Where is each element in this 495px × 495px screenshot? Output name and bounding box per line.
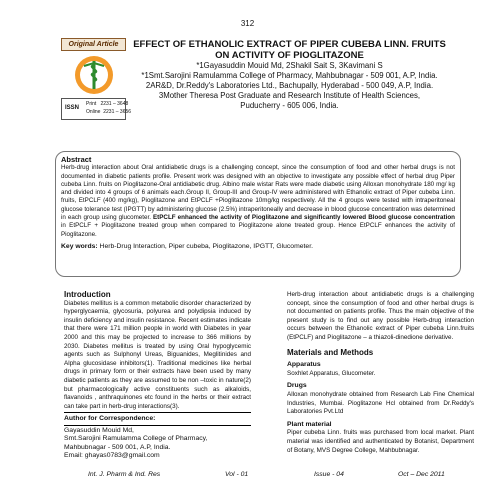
abstract-heading: Abstract xyxy=(61,155,92,164)
abstract-box xyxy=(55,151,461,277)
drugs-heading: Drugs xyxy=(287,382,307,390)
footer-issue: Issue - 04 xyxy=(314,471,344,478)
plant-text: Piper cubeba Linn. fruits was purchased from local market. Plant material was identified and authenticated by Botanist, Department of Botany, MVS Degree College, Mahbubnagar. xyxy=(287,429,474,454)
affiliation-1: *1Smt.Sarojini Ramulamma College of Pharmacy, Mahbubnagar - 509 001, A.P, India. xyxy=(141,71,438,80)
correspondence-heading: Author for Correspondence: xyxy=(64,415,156,423)
article-type-badge: Original Article xyxy=(61,38,126,51)
footer-journal: Int. J. Pharm & Ind. Res xyxy=(88,471,161,478)
right-column xyxy=(287,291,474,455)
correspondence-block xyxy=(64,415,251,461)
author-block xyxy=(132,61,447,111)
intro-heading: Introduction xyxy=(64,290,111,299)
methods-heading: Materials and Methods xyxy=(287,347,374,357)
abstract-text: Herb-drug interaction about Oral antidiabetic drugs is a challenging concept, since the consumption of food and other herbal drugs is not documented in diabetic patients profile. Present work was designed with an objective to investigate any possible effect of herbal drug Piper cubeba Linn. fruits on Pioglitazone-Oral antidiabetic drug. Albino male wistar Rats were made diabetic using Alloxan monohydrate 180 mg/ kg and divided into 4 groups of 6 animals each.Group II, Group-III and Group-IV were administered with Ethanolic extract of Piper cubeba Linn. fruits, EtPCLF (400 mg/kg), Pioglitazone and EtPCLF +Pioglitazone 10mg/kg respectively. All the 4 groups were tested with intraperitoneal glucose tolerance test (IPGTT) by administering glucose (2.5%) intraperitoneally and decrease in blood glucose concentration was determined in each group using glucometer. EtPCLF enhanced the activity of Pioglitazone and significantly lowered Blood glucose concentration in EtPCLF + Pioglitazone treated group when compared to Pioglitazone alone treated group. Hence EtPCLF enhances the activity of Pioglitazone. xyxy=(61,164,455,238)
issn-print-value: 2231 – 3648 xyxy=(100,101,129,107)
issn-print-label: Print xyxy=(86,101,97,107)
affiliation-3: 3Mother Theresa Post Graduate and Research Institute of Health Sciences, xyxy=(158,91,421,100)
issn-box xyxy=(61,98,132,120)
correspondence-line-1: Smt.Sarojini Ramulamma College of Pharmacy, xyxy=(64,435,208,443)
affiliation-2: 2AR&D, Dr.Reddy's Laboratories Ltd., Bachupally, Hyderabad - 500 049, A.P, India. xyxy=(145,81,434,90)
footer-volume: Vol - 01 xyxy=(225,471,249,478)
affiliation-4: Puducherry - 605 006, India. xyxy=(240,101,339,110)
divider xyxy=(64,425,251,426)
issn-label: ISSN xyxy=(65,105,80,111)
drugs-text: Alloxan monohydrate obtained from Research Lab Fine Chemical Industries, Mumbai. Pioglitazone Hcl obtained from Dr.Reddy's Laboratories Pvt.Ltd xyxy=(287,390,474,416)
correspondence-name: Gayasuddin Mouid Md, xyxy=(64,426,134,434)
apparatus-heading: Apparatus xyxy=(287,361,321,369)
correspondence-email[interactable]: Email: ghayas0783@gmail.com xyxy=(64,452,160,460)
intro-text: Diabetes mellitus is a common metabolic disorder characterized by hyperglycaemia, glycosuria, polyurea and polydipsia induced by insulin deficiency and insulin resistance. Recent estimates indicate that there were 171 million people in world with Diabetes in year 2000 and this may be projected to increase to 366 millions by 2030. Diabetes mellitus is treated by using Oral hypoglycemic agents such as Sulphonyl Ureas, Biguanides, Meglitinides and Alpha glucosidase inhibitors(1). Traditional medicines like herbal drugs in primary form or their extracts have been used by many diabetic patients as they are assumed to be non –toxic in nature(2) but pharmacologically active constituents such as alkaloids, flavanoids , anthraquinones etc found in the herbs or their extract can take part in herb-drug interactions(3). xyxy=(64,299,251,410)
page-number: 312 xyxy=(240,19,255,28)
keywords: Key words: Herb-Drug Interaction, Piper cubeba, Pioglitazone, IPGTT, Glucometer. xyxy=(61,242,313,250)
footer-date: Oct – Dec 2011 xyxy=(398,471,445,478)
issn-online-label: Online xyxy=(86,109,101,115)
plant-heading: Plant material xyxy=(287,420,332,428)
divider xyxy=(64,412,251,413)
journal-logo-icon xyxy=(64,53,124,97)
apparatus-text: Soxhlet Apparatus, Glucometer. xyxy=(287,369,376,377)
correspondence-line-2: Mahbubnagar - 509 001, A.P, India. xyxy=(64,443,171,451)
left-column xyxy=(64,291,251,461)
author-list: *1Gayasuddin Mouid Md, 2Shakil Sait S, 3Kavimani S xyxy=(196,61,383,70)
intro-continued: Herb-drug interaction about antidiabetic drugs is a challenging concept, since the consumption of food and other herbal drugs is not documented on patients profile. Thus the main objective of the present study is to find out any possible Herb-drug interaction occurs between the Ethanolic extract of Piper cubeba Linn.fruits (EtPCLF) and Pioglitazone – a thiazoli-dinedione derivative. xyxy=(287,291,474,341)
paper-title: EFFECT OF ETHANOLIC EXTRACT OF PIPER CUBEBA LINN. FRUITS ON ACTIVITY OF PIOGLITAZONE xyxy=(133,39,446,61)
issn-online-value: 2231 – 3656 xyxy=(103,109,132,115)
